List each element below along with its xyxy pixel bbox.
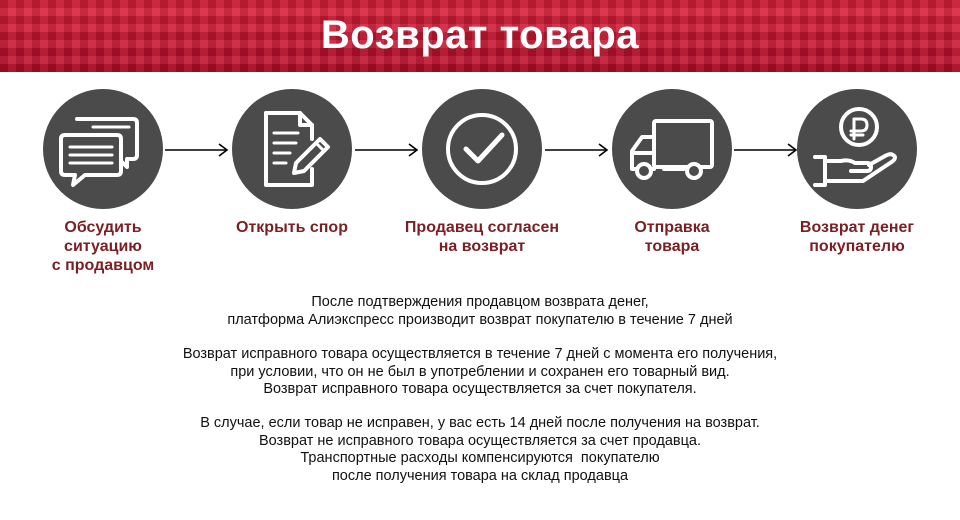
info-paragraph-3 bbox=[0, 415, 960, 485]
step-5-label: Возврат денег покупателю bbox=[799, 219, 915, 255]
step-1-circle bbox=[43, 89, 163, 209]
info-line: Возврат исправного товара осуществляется за счет покупателя. bbox=[263, 381, 697, 397]
step-5-circle bbox=[797, 89, 917, 209]
step-2-circle bbox=[232, 89, 352, 209]
hand-ruble-coin-icon bbox=[797, 89, 917, 209]
info-line: Возврат исправного товара осуществляется в течение 7 дней с момента его получения, bbox=[182, 346, 778, 362]
info-line: Возврат не исправного товара осуществляется за счет продавца. bbox=[258, 432, 702, 449]
header-banner bbox=[0, 0, 960, 72]
delivery-truck-icon bbox=[612, 89, 732, 209]
step-4-label: Отправка товара bbox=[634, 219, 710, 255]
document-pen-icon bbox=[232, 89, 352, 209]
info-line: Транспортные расходы компенсируются покупателю bbox=[300, 450, 660, 466]
info-line: платформа Алиэкспресс производит возврат покупателю в течение 7 дней bbox=[227, 311, 733, 328]
checkmark-circle-icon bbox=[422, 89, 542, 209]
arrow-right-icon bbox=[165, 140, 229, 160]
chat-bubbles-icon bbox=[43, 89, 163, 209]
info-paragraph-2 bbox=[0, 346, 960, 399]
info-line: при условии, что он не был в употреблении и сохранен его товарный вид. bbox=[230, 363, 730, 380]
info-line: После подтверждения продавцом возврата денег, bbox=[311, 294, 649, 310]
arrow-right-icon bbox=[545, 140, 609, 160]
step-4-circle bbox=[612, 89, 732, 209]
info-line: В случае, если товар не исправен, у вас есть 14 дней после получения на возврат. bbox=[200, 415, 760, 431]
arrow-right-icon bbox=[355, 140, 419, 160]
step-3-circle bbox=[422, 89, 542, 209]
step-2-label: Открыть спор bbox=[236, 219, 348, 236]
info-line: после получения товара на склад продавца bbox=[331, 467, 629, 484]
step-3-label: Продавец согласен на возврат bbox=[404, 219, 560, 255]
arrow-right-icon bbox=[734, 140, 798, 160]
info-paragraph-1 bbox=[0, 294, 960, 329]
step-1-label: Обсудить ситуацию с продавцом bbox=[51, 219, 155, 274]
page-title: Возврат товара bbox=[320, 13, 640, 57]
